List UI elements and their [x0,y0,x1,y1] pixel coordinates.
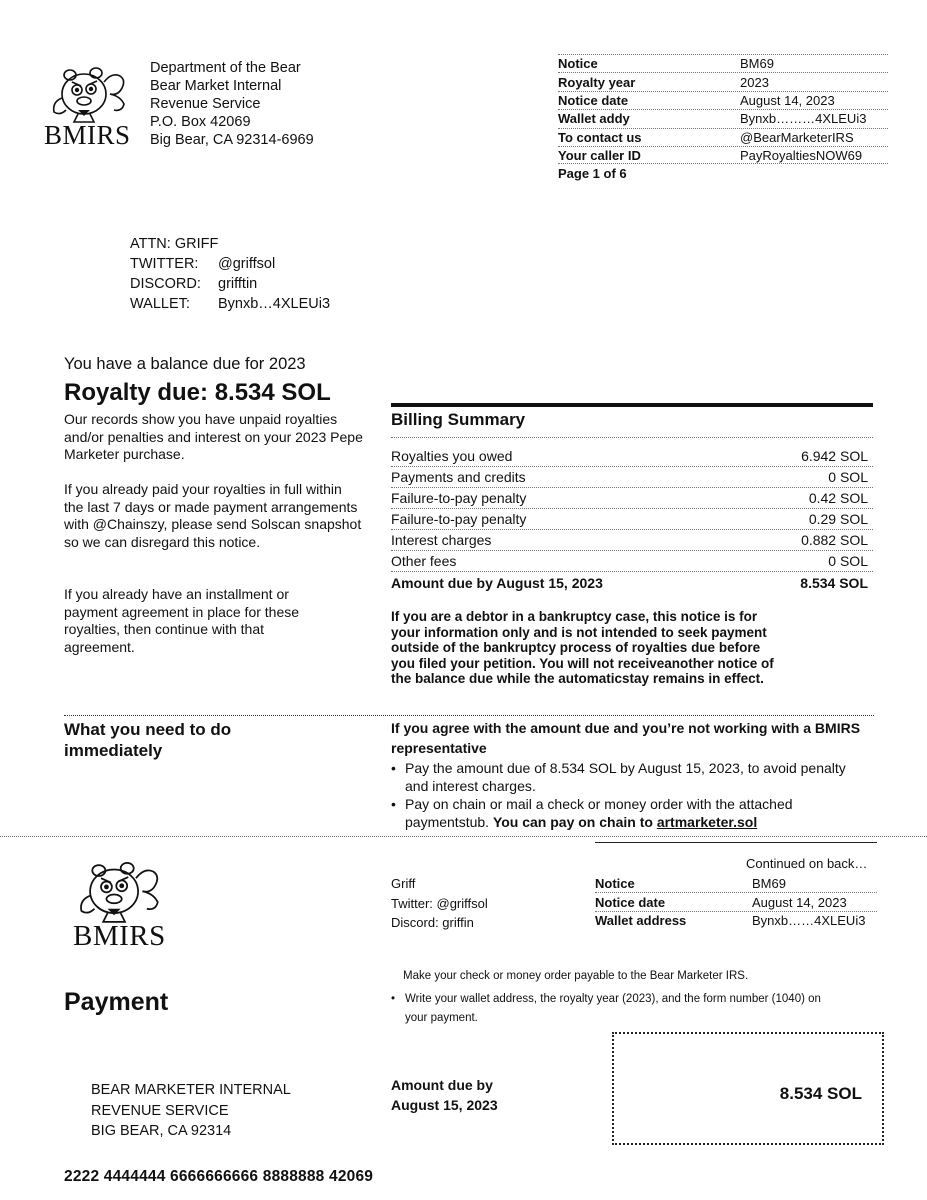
billing-value: 0 SOL [828,553,868,569]
recipient-row [130,274,330,294]
info-label: To contact us [558,129,642,145]
notice-info-row [558,146,888,164]
recipient-block [130,234,330,314]
info-label: Wallet addy [558,111,630,127]
recipient-label: TWITTER: [130,256,199,272]
stub-info-row [595,911,877,929]
notice-info-row [558,72,888,90]
balance-paragraph-3: If you already have an installment or payment agreement in place for these royalties, then continue with that agreement. [64,586,300,655]
amount-label-line: August 15, 2023 [391,1097,498,1113]
royalty-due-title: Royalty due: 8.534 SOL [64,379,331,406]
billing-total-label: Amount due by August 15, 2023 [391,574,603,591]
bear-mascot-icon [72,852,178,924]
notice-info-row [558,128,888,146]
payee-address [91,1080,291,1142]
billing-row [391,509,873,530]
info-label: Royalty year [558,74,636,90]
billing-row [391,488,873,509]
billing-row [391,446,873,467]
info-label: Notice date [558,92,629,108]
recipient-attn: ATTN: GRIFF [130,236,219,252]
barcode-number: 2222 4444444 6666666666 8888888 42069 [64,1168,374,1185]
stub-info-row [595,892,877,910]
billing-label: Royalties you owed [391,448,513,464]
stub-info-value: Bynxb……4XLEUi3 [752,912,866,928]
recipient-value: @griffsol [218,256,276,272]
todo-bullet-text: Pay on chain or mail a check or money order with the attached paymentstub. [405,796,793,830]
artmarketer-link[interactable]: artmarketer.sol [656,813,758,830]
stub-info-label: Notice date [595,894,666,910]
continued-on-back: Continued on back… [746,856,868,871]
payee-line: BEAR MARKETER INTERNAL [91,1082,291,1098]
stub-bullet-list [391,990,831,1028]
recipient-row [130,254,330,274]
amount-label-line: Amount due by [391,1077,493,1093]
billing-label: Payments and credits [391,469,526,485]
billing-divider [391,437,873,438]
billing-summary-rule [391,403,873,407]
payee-line: REVENUE SERVICE [91,1102,229,1119]
todo-bullet [391,796,851,831]
notice-info-row [558,91,888,109]
billing-total-row [391,572,873,593]
bankruptcy-note: If you are a debtor in a bankruptcy case, this notice is for your information only and is not intended to seek payment outside of the bankruptcy process of royalties due before you filed your petition. You will not receiveanother notice of the balance due while the automaticstay remains in effect. [391,609,774,686]
sender-address [150,59,314,149]
amount-enclosed-box[interactable] [612,1032,884,1145]
todo-bullet-text: Pay the amount due of 8.534 SOL by August 15, 2023, to avoid penalty and interest charges. [405,760,846,794]
recipient-row [130,294,330,314]
stub-top-rule [595,842,877,843]
payer-line: Griff [391,876,416,891]
stub-info-label: Notice [595,875,635,891]
payer-line: Discord: griffin [391,915,474,930]
notice-info-table [558,54,888,181]
billing-label: Failure-to-pay penalty [391,511,527,527]
logo-text: BMIRS [44,120,131,150]
stub-info-row [595,874,877,892]
billing-label: Failure-to-pay penalty [391,490,527,506]
notice-info-row [558,109,888,127]
info-value: BM69 [740,56,774,72]
payee-line: BIG BEAR, CA 92314 [91,1123,232,1139]
address-line: Bear Market Internal [150,78,282,94]
stub-bmirs-logo [70,852,180,951]
stub-bullet-text: Write your wallet address, the royalty year (2023), and the form number (1040) on your payment. [405,993,821,1024]
recipient-label: DISCORD: [130,276,201,292]
balance-subtitle: You have a balance due for 2023 [64,355,306,373]
page-label: Page 1 of 6 [558,166,627,182]
billing-summary-title: Billing Summary [391,410,526,429]
info-value: PayRoyaltiesNOW69 [740,147,863,163]
logo-text: BMIRS [73,920,166,952]
billing-value: 6.942 SOL [801,448,868,464]
billing-value: 0.882 SOL [801,532,868,548]
billing-row [391,467,873,488]
todo-heading: What you need to do immediately [64,720,232,760]
recipient-value: grifftin [218,276,258,292]
balance-paragraph-1: Our records show you have unpaid royalties and/or penalties and interest on your 2023 Pepe Marketer purchase. [64,411,363,462]
balance-paragraph-2: If you already paid your royalties in full within the last 7 days or made payment arrangements with @Chainszy, please send Solscan snapshot so we can disregard this notice. [64,481,362,550]
section-divider [64,715,874,716]
payer-info [391,874,488,933]
billing-label: Interest charges [391,532,492,548]
info-label: Notice [558,56,598,72]
info-value: Bynxb………4XLEUi3 [740,111,867,127]
address-line: Department of the Bear [150,60,301,76]
billing-row [391,530,873,551]
stub-instructions: Make your check or money order payable to the Bear Marketer IRS. [403,970,749,982]
tear-line [0,836,927,837]
bear-mascot-icon [48,58,140,124]
billing-value: 0 SOL [828,469,868,485]
todo-subheading: If you agree with the amount due and you’re not working with a BMIRS representative [391,720,861,756]
stub-bullet [391,990,831,1028]
stub-info-value: August 14, 2023 [752,894,847,910]
address-line: P.O. Box 42069 [150,114,251,130]
info-label: Your caller ID [558,147,641,163]
billing-row [391,551,873,572]
billing-value: 0.29 SOL [808,511,868,527]
stub-info-label: Wallet address [595,912,687,928]
stub-amount-label [391,1075,498,1115]
todo-bullet [391,760,851,795]
billing-total-value: 8.534 SOL [800,574,868,591]
info-value: 2023 [740,74,769,90]
info-value: @BearMarketerIRS [740,129,854,145]
payer-line: Twitter: @griffsol [391,895,488,911]
stub-amount-value: 8.534 SOL [779,1084,862,1103]
payment-title: Payment [64,988,169,1016]
recipient-value: Bynxb…4XLEUi3 [218,296,331,312]
stub-info-value: BM69 [752,875,786,891]
stub-info-table [595,874,877,929]
pay-on-chain-text: You can pay on chain to [492,813,657,830]
recipient-label: WALLET: [130,296,190,312]
info-value: August 14, 2023 [740,92,835,108]
billing-value: 0.42 SOL [808,490,868,506]
billing-label: Other fees [391,553,457,569]
address-line: Revenue Service [150,96,261,112]
bmirs-logo [44,58,140,149]
todo-bullet-list [391,760,851,831]
address-line: Big Bear, CA 92314-6969 [150,132,314,148]
notice-info-row [558,54,888,72]
